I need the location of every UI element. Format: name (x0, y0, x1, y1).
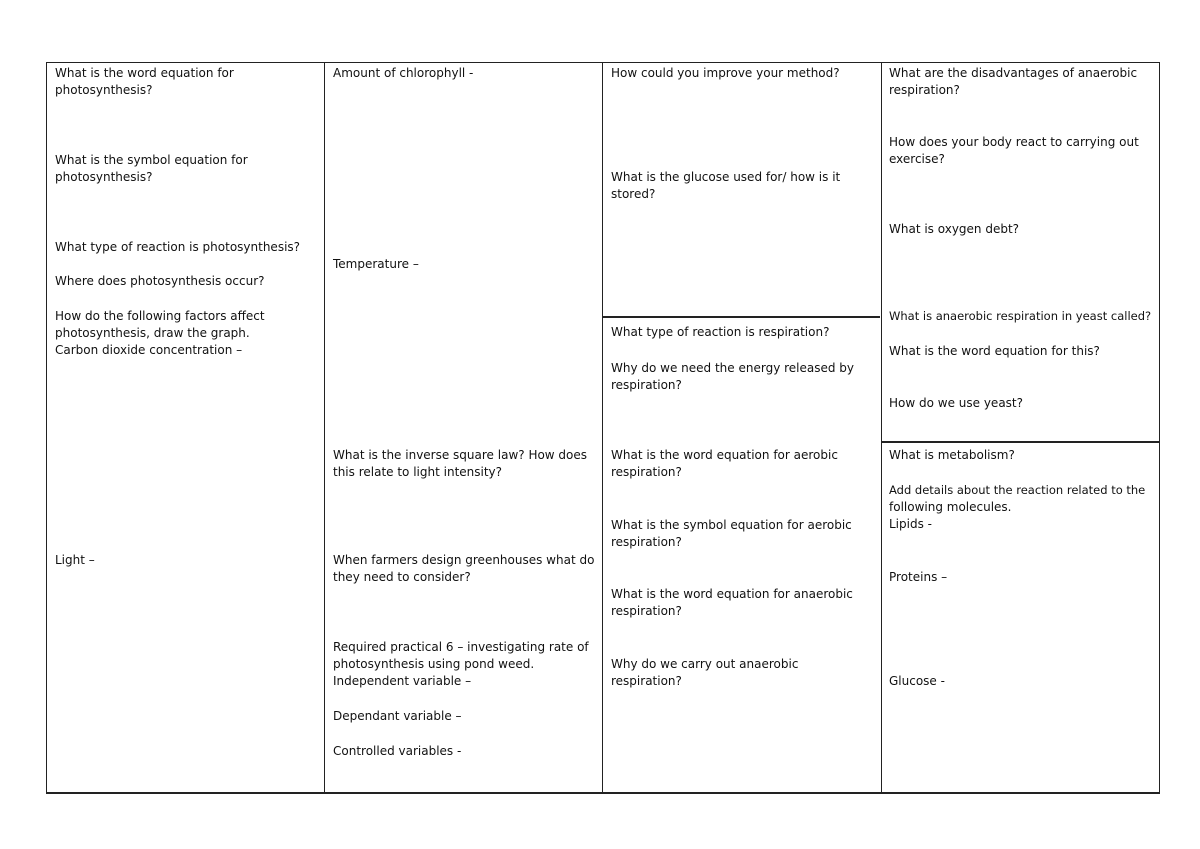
question-factors-line-2: photosynthesis, draw the graph. (55, 326, 250, 340)
question-glucose-use: What is the glucose used for/ how is it stored? (611, 170, 841, 201)
question-anaerobic-disadvantages: What are the disadvantages of anaerobic respiration? (889, 66, 1138, 97)
controlled-variables: Controlled variables - (333, 744, 462, 758)
factor-carbon-dioxide: Carbon dioxide concentration – (55, 343, 243, 357)
question-yeast-word-equation: What is the word equation for this? (889, 344, 1100, 358)
question-yeast-respiration: What is anaerobic respiration in yeast called? (889, 309, 1152, 323)
column-divider (602, 63, 603, 792)
factor-light: Light – (55, 553, 95, 567)
question-body-reaction: How does your body react to carrying out exercise? (889, 135, 1139, 166)
question-use-yeast: How do we use yeast? (889, 396, 1023, 410)
question-oxygen-debt: What is oxygen debt? (889, 222, 1020, 236)
question-where-photosynthesis: Where does photosynthesis occur? (55, 274, 265, 288)
practical-line-2: photosynthesis using pond weed. (333, 657, 535, 671)
column-divider (881, 63, 882, 792)
question-symbol-equation-photosynthesis: What is the symbol equation for photosynthesis? (55, 153, 248, 184)
molecule-glucose: Glucose - (889, 674, 945, 688)
column-divider (324, 63, 325, 792)
question-inverse-square-law: What is the inverse square law? How does this relate to light intensity? (333, 448, 588, 479)
metabolism-details-line-1: Add details about the reaction related to the (889, 483, 1146, 497)
question-greenhouses: When farmers design greenhouses what do they need to consider? (333, 553, 595, 584)
question-reaction-type-photosynthesis: What type of reaction is photosynthesis? (55, 240, 301, 254)
question-why-anaerobic: Why do we carry out anaerobic respiration? (611, 657, 799, 688)
question-improve-method: How could you improve your method? (611, 66, 840, 80)
question-metabolism: What is metabolism? (889, 448, 1015, 462)
question-energy-need: Why do we need the energy released by respiration? (611, 361, 855, 392)
question-anaerobic-word-equation: What is the word equation for anaerobic respiration? (611, 587, 853, 618)
question-factors-line-1: How do the following factors affect (55, 309, 265, 323)
question-aerobic-word-equation: What is the word equation for aerobic respiration? (611, 448, 838, 479)
dependant-variable: Dependant variable – (333, 709, 462, 723)
question-aerobic-symbol-equation: What is the symbol equation for aerobic respiration? (611, 518, 852, 549)
independent-variable: Independent variable – (333, 674, 472, 688)
factor-chlorophyll: Amount of chlorophyll - (333, 66, 474, 80)
row-divider (602, 316, 880, 318)
row-divider (881, 441, 1159, 443)
practical-line-1: Required practical 6 – investigating rate of (333, 640, 589, 654)
molecule-lipids: Lipids - (889, 517, 932, 531)
metabolism-details-line-2: following molecules. (889, 500, 1012, 514)
worksheet-table (46, 62, 1160, 794)
question-respiration-type: What type of reaction is respiration? (611, 325, 830, 339)
molecule-proteins: Proteins – (889, 570, 948, 584)
factor-temperature: Temperature – (333, 257, 419, 271)
question-word-equation-photosynthesis: What is the word equation for photosynthesis? (55, 66, 234, 97)
